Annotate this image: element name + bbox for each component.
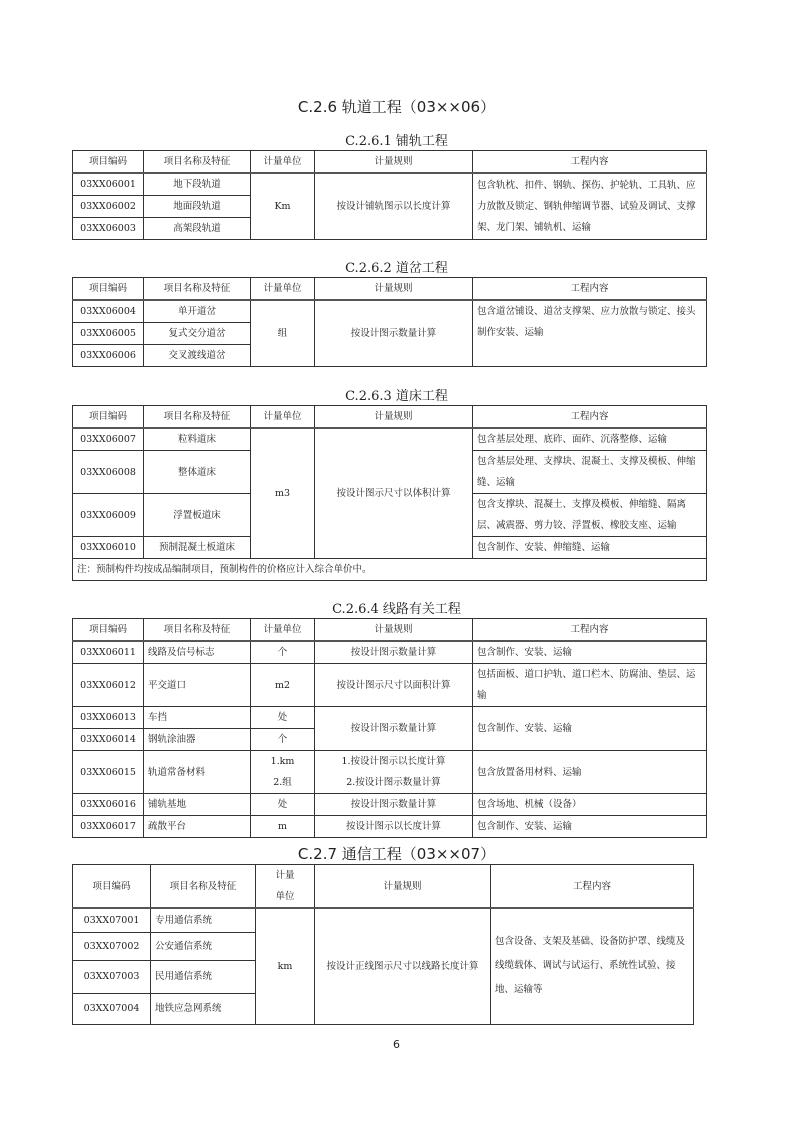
header-cell: 项目编码 — [73, 406, 144, 429]
code-cell: 03XX07003 — [73, 960, 151, 993]
name-cell: 粒料道床 — [144, 428, 251, 451]
content-cell: 包含基层处理、底砟、面砟、沉落整修、运输 — [473, 428, 707, 451]
name-cell: 专用通信系统 — [151, 908, 256, 932]
rule-cell: 按设计图示尺寸以面积计算 — [315, 664, 473, 707]
header-cell: 计量单位 — [251, 278, 315, 301]
name-cell: 线路及信号标志 — [144, 641, 251, 664]
header-cell: 工程内容 — [491, 865, 694, 909]
unit-cell: 处 — [251, 794, 315, 816]
header-line: 计量 — [275, 870, 295, 881]
name-cell: 车挡 — [144, 707, 251, 729]
rule-line: 1.按设计图示以长度计算 — [341, 756, 446, 767]
header-cell: 项目名称及特征 — [151, 865, 256, 909]
rule-cell: 按设计图示尺寸以体积计算 — [315, 428, 473, 559]
rule-cell — [315, 751, 473, 794]
table-heading: C.2.6.1 铺轨工程 — [345, 134, 448, 149]
code-cell: 03XX06001 — [73, 173, 144, 196]
page-number: 6 — [393, 1038, 400, 1051]
code-cell: 03XX06002 — [73, 196, 144, 218]
header-cell: 项目编码 — [73, 619, 144, 642]
rule-cell: 按设计图示数量计算 — [315, 794, 473, 816]
content-cell: 包括面板、道口护轨、道口栏木、防腐油、垫层、运输 — [473, 664, 707, 707]
unit-cell: m — [251, 816, 315, 838]
code-cell: 03XX06004 — [73, 300, 144, 323]
header-cell: 计量规则 — [315, 619, 473, 642]
rule-line: 2.按设计图示数量计算 — [346, 777, 441, 788]
name-cell: 地面段轨道 — [144, 196, 251, 218]
content-cell: 包含设备、支架及基础、设备防护罩、线缆及线缆载体、调试与试运行、系统性试验、接地、运输等 — [491, 908, 694, 1024]
header-cell: 项目名称及特征 — [144, 278, 251, 301]
table-row — [73, 428, 707, 451]
rule-cell: 按设计图示数量计算 — [315, 300, 473, 367]
note-cell: 注：预制构件均按成品编制项目，预制构件的价格应计入综合单价中。 — [73, 559, 707, 581]
code-cell: 03XX07002 — [73, 932, 151, 960]
name-cell: 钢轨涂油器 — [144, 729, 251, 751]
table-heading: C.2.6.2 道岔工程 — [345, 261, 448, 276]
content-cell: 包含制作、安装、伸缩缝、运输 — [473, 537, 707, 559]
code-cell: 03XX06016 — [73, 794, 144, 816]
rule-cell: 按设计图示数量计算 — [315, 641, 473, 664]
code-cell: 03XX06009 — [73, 494, 144, 537]
unit-cell: m2 — [251, 664, 315, 707]
name-cell: 整体道床 — [144, 451, 251, 494]
code-cell: 03XX06005 — [73, 323, 144, 345]
name-cell: 民用通信系统 — [151, 960, 256, 993]
table-row — [73, 641, 707, 664]
table-heading: C.2.6.3 道床工程 — [345, 389, 448, 404]
table-row — [73, 664, 707, 707]
code-cell: 03XX06012 — [73, 664, 144, 707]
name-cell: 浮置板道床 — [144, 494, 251, 537]
content-cell: 包含轨枕、扣件、钢轨、探伤、护轮轨、工具轨、应力放散及锁定、钢轨伸缩调节器、试验及调试、支撑架、龙门架、铺轨机、运输 — [473, 173, 707, 240]
header-cell: 计量规则 — [315, 278, 473, 301]
table-heading: C.2.6.4 线路有关工程 — [332, 602, 461, 617]
code-cell: 03XX06010 — [73, 537, 144, 559]
name-cell: 平交道口 — [144, 664, 251, 707]
unit-line: 1.km — [270, 756, 295, 767]
header-line: 单位 — [275, 891, 295, 902]
code-cell: 03XX07001 — [73, 908, 151, 932]
header-cell: 计量单位 — [251, 151, 315, 174]
code-cell: 03XX06013 — [73, 707, 144, 729]
name-cell: 轨道常备材料 — [144, 751, 251, 794]
header-cell: 项目编码 — [73, 278, 144, 301]
table-header-row — [73, 278, 707, 301]
name-cell: 铺轨基地 — [144, 794, 251, 816]
header-cell: 计量单位 — [251, 619, 315, 642]
name-cell: 公安通信系统 — [151, 932, 256, 960]
name-cell: 交叉渡线道岔 — [144, 345, 251, 367]
code-cell: 03XX06017 — [73, 816, 144, 838]
header-cell: 计量单位 — [251, 406, 315, 429]
name-cell: 单开道岔 — [144, 300, 251, 323]
header-cell: 计量规则 — [315, 151, 473, 174]
name-cell: 预制混凝土板道床 — [144, 537, 251, 559]
rule-cell: 按设计正线图示尺寸以线路长度计算 — [315, 908, 491, 1024]
content-cell: 包含制作、安装、运输 — [473, 707, 707, 751]
header-cell: 计量规则 — [315, 865, 491, 909]
content-cell: 包含基层处理、支撑块、混凝土、支撑及模板、伸缩缝、运输 — [473, 451, 707, 494]
header-cell: 工程内容 — [473, 619, 707, 642]
content-cell: 包含制作、安装、运输 — [473, 641, 707, 664]
name-cell: 疏散平台 — [144, 816, 251, 838]
table-row — [73, 794, 707, 816]
rule-cell: 按设计图示数量计算 — [315, 707, 473, 751]
unit-cell: 个 — [251, 641, 315, 664]
communication-table — [72, 864, 694, 1025]
unit-cell: 个 — [251, 729, 315, 751]
header-cell: 项目编码 — [73, 151, 144, 174]
content-cell: 包含制作、安装、运输 — [473, 816, 707, 838]
header-cell: 项目编码 — [73, 865, 151, 909]
header-cell — [256, 865, 315, 909]
track-laying-table — [72, 150, 707, 240]
header-cell: 项目名称及特征 — [144, 619, 251, 642]
section-title: C.2.7 通信工程（03××07） — [297, 845, 496, 863]
unit-cell: m3 — [251, 428, 315, 559]
name-cell: 高架段轨道 — [144, 218, 251, 240]
table-row — [73, 707, 707, 729]
track-bed-table — [72, 405, 707, 581]
section-title: C.2.6 轨道工程（03××06） — [297, 98, 496, 116]
unit-cell: Km — [251, 173, 315, 240]
unit-cell — [251, 751, 315, 794]
table-header-row — [73, 406, 707, 429]
unit-cell: km — [256, 908, 315, 1024]
table-row — [73, 173, 707, 196]
table-row — [73, 751, 707, 794]
name-cell: 地下段轨道 — [144, 173, 251, 196]
code-cell: 03XX06003 — [73, 218, 144, 240]
note-row — [73, 559, 707, 581]
table-header-row — [73, 619, 707, 642]
rule-cell: 按设计铺轨图示以长度计算 — [315, 173, 473, 240]
unit-line: 2.组 — [273, 777, 292, 788]
content-cell: 包含支撑块、混凝土、支撑及模板、伸缩缝、隔离层、减震器、剪力铰、浮置板、橡胶支座、运输 — [473, 494, 707, 537]
name-cell: 地铁应急网系统 — [151, 993, 256, 1024]
code-cell: 03XX06007 — [73, 428, 144, 451]
unit-cell: 处 — [251, 707, 315, 729]
header-cell: 工程内容 — [473, 151, 707, 174]
table-header-row — [73, 151, 707, 174]
code-cell: 03XX06006 — [73, 345, 144, 367]
code-cell: 03XX06015 — [73, 751, 144, 794]
unit-cell: 组 — [251, 300, 315, 367]
content-cell: 包含道岔铺设、道岔支撑架、应力放散与锁定、接头制作安装、运输 — [473, 300, 707, 367]
header-cell: 工程内容 — [473, 406, 707, 429]
content-cell: 包含放置备用材料、运输 — [473, 751, 707, 794]
code-cell: 03XX06011 — [73, 641, 144, 664]
content-cell: 包含场地、机械（设备） — [473, 794, 707, 816]
table-header-row — [73, 865, 694, 909]
turnout-table — [72, 277, 707, 367]
table-row — [73, 300, 707, 323]
header-cell: 项目名称及特征 — [144, 406, 251, 429]
table-row — [73, 908, 694, 932]
header-cell: 项目名称及特征 — [144, 151, 251, 174]
code-cell: 03XX06008 — [73, 451, 144, 494]
header-cell: 工程内容 — [473, 278, 707, 301]
line-works-table — [72, 618, 707, 838]
table-row — [73, 816, 707, 838]
code-cell: 03XX06014 — [73, 729, 144, 751]
rule-cell: 按设计图示以长度计算 — [315, 816, 473, 838]
name-cell: 复式交分道岔 — [144, 323, 251, 345]
code-cell: 03XX07004 — [73, 993, 151, 1024]
header-cell: 计量规则 — [315, 406, 473, 429]
